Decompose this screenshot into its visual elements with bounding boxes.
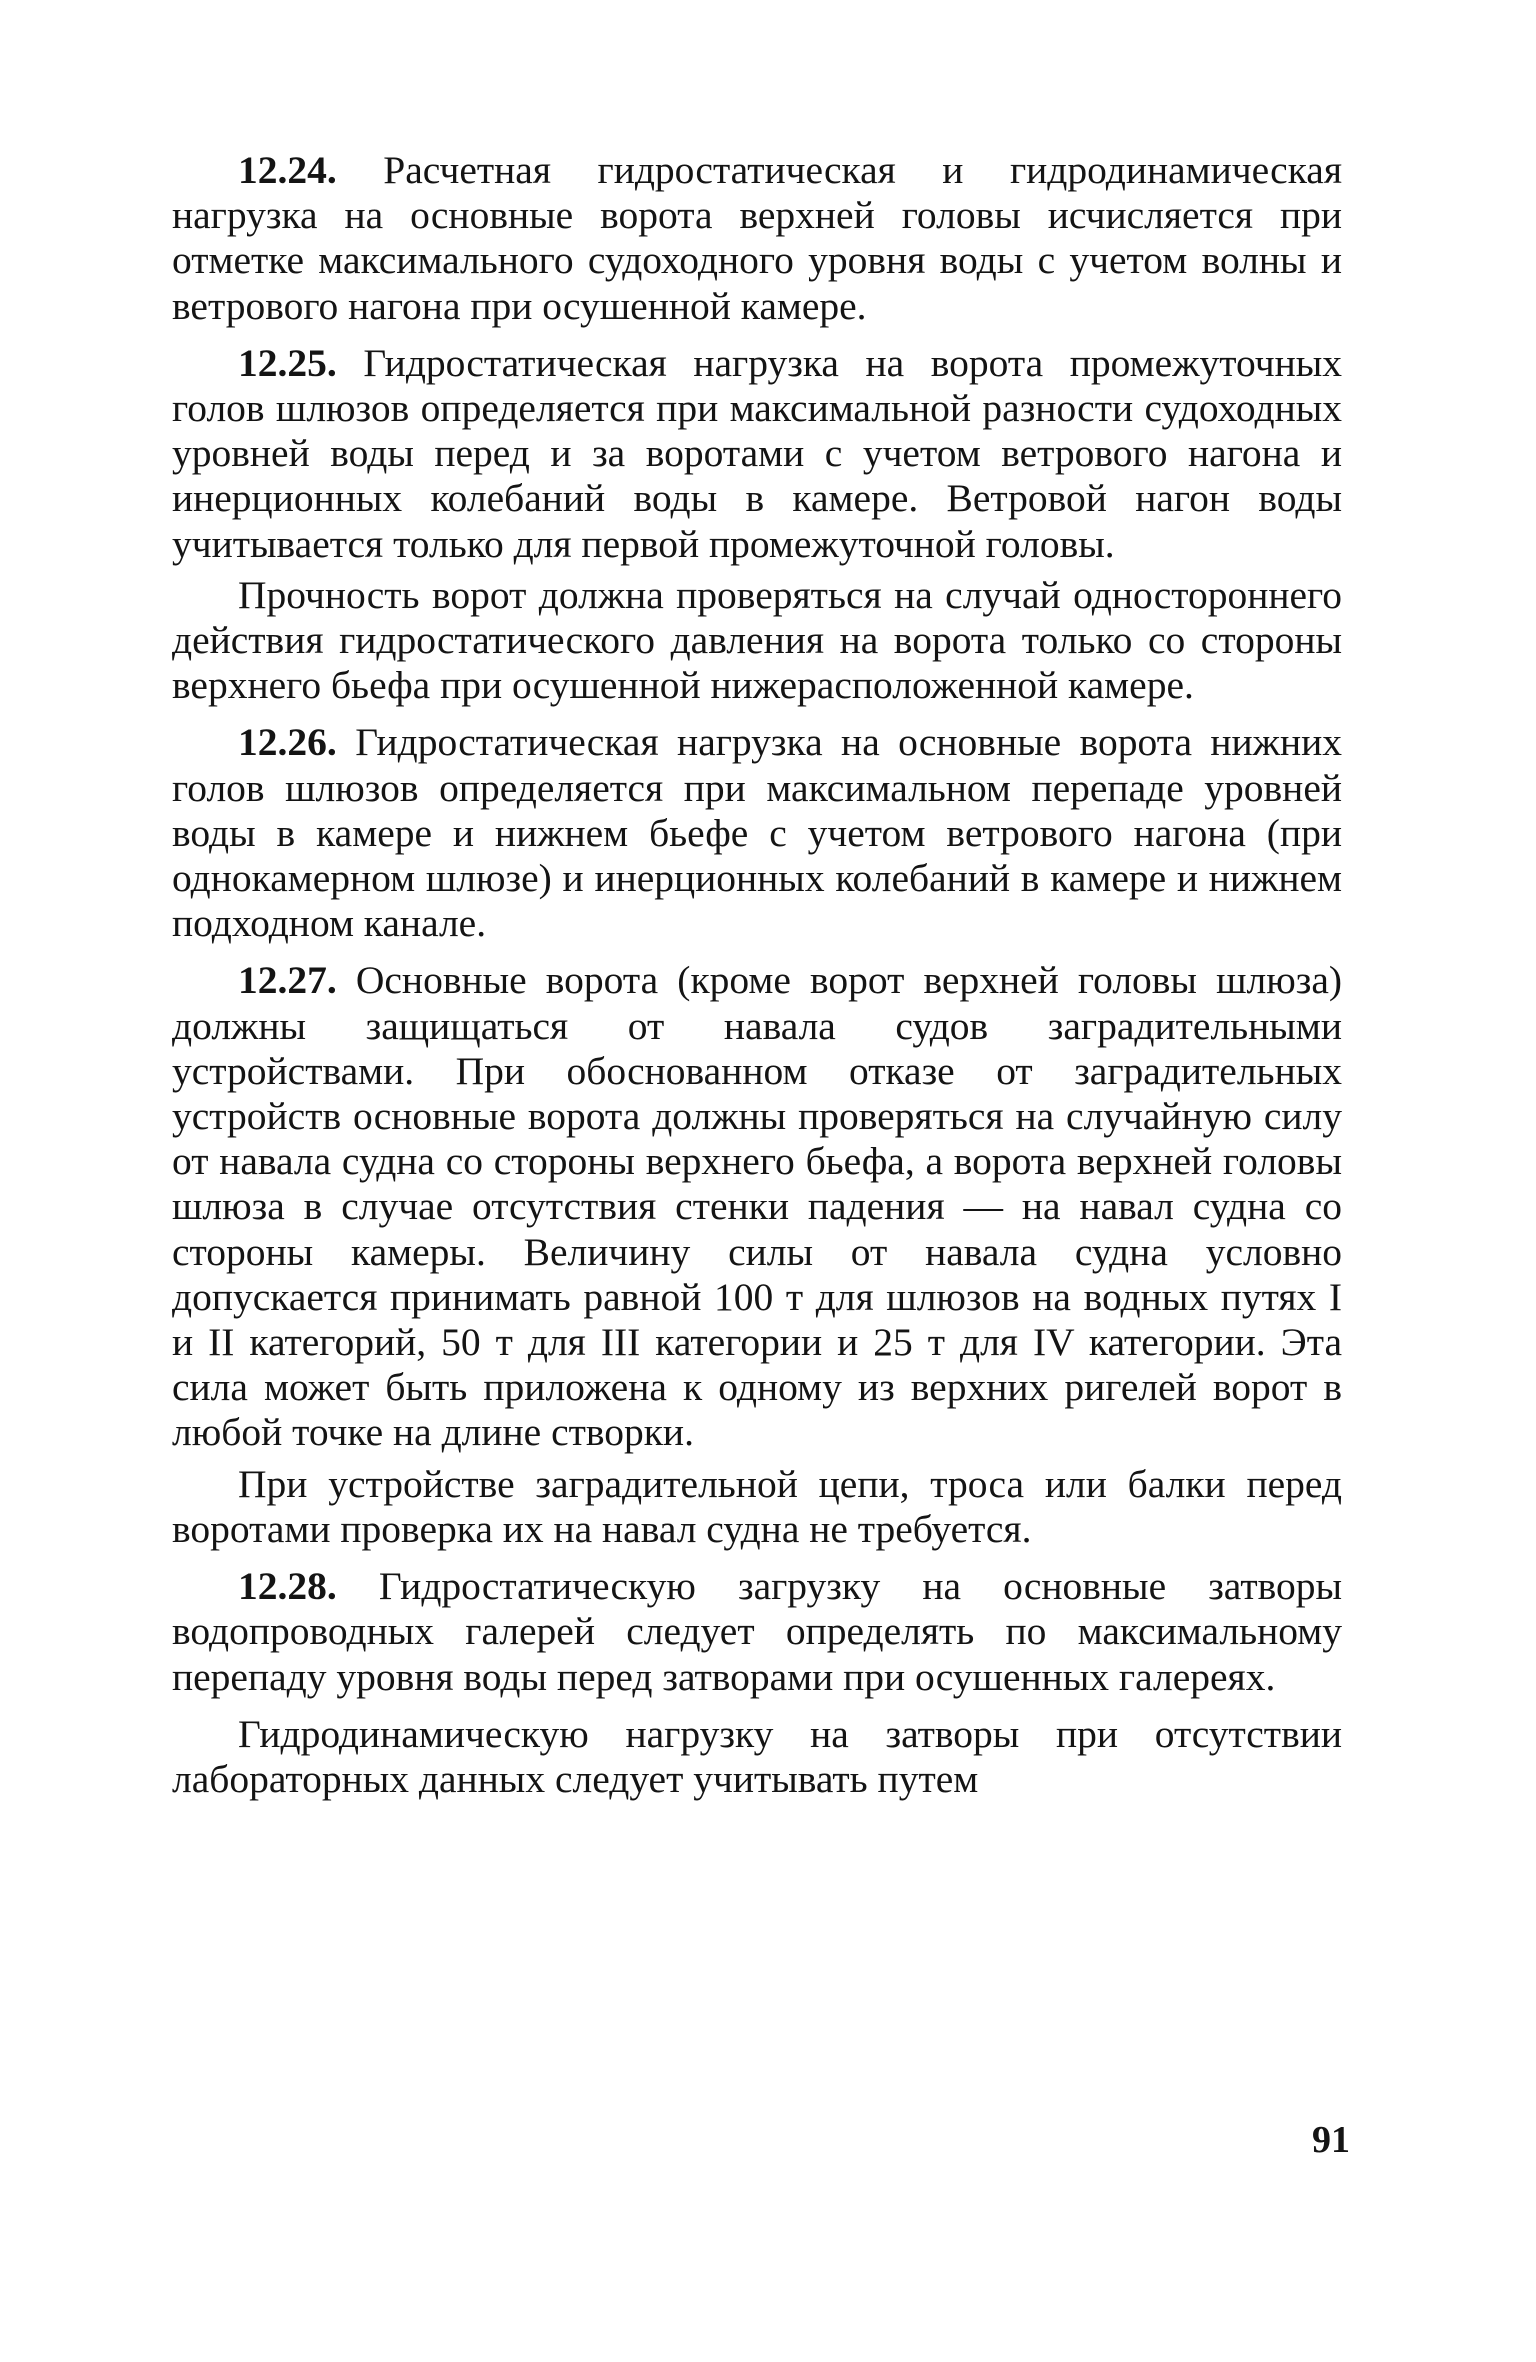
paragraph-text: Основные ворота (кроме ворот верхней головы шлюза) должны защищаться от навала судов заградительными устройствами. При обоснованном отказе от заградительных устройств основные ворота должны проверяться на случайную силу от навала судна со стороны верхнего бьефа, а ворота верхней головы шлюза в случае отсутствия стенки падения — на навал судна со стороны камеры. Величину силы от навала судна условно допускается принимать равной 100 т для шлюзов на водных путях I и II категорий, 50 т для III категории и 25 т для IV категории. Эта сила может быть приложена к одному из верхних ригелей ворот в любой точке на длине створки. bbox=[172, 958, 1343, 1455]
paragraph-number: 12.25. bbox=[238, 340, 337, 385]
paragraph-strength-check bbox=[172, 573, 1342, 709]
paragraph-12-27 bbox=[172, 958, 1342, 1455]
paragraph-hydrodynamic-load bbox=[172, 1712, 1342, 1802]
paragraph-number: 12.24. bbox=[238, 148, 337, 192]
paragraph-text: При устройстве заградительной цепи, троса или балки перед воротами проверка их на навал судна не требуется. bbox=[172, 1461, 1342, 1551]
document-page bbox=[172, 148, 1342, 1814]
paragraph-text: Гидростатическую загрузку на основные затворы водопроводных галерей следует определять по максимальному перепаду уровня воды перед затворами при осушенных галереях. bbox=[172, 1564, 1343, 1699]
paragraph-number: 12.28. bbox=[238, 1564, 337, 1609]
paragraph-text: Гидродинамическую нагрузку на затворы при отсутствии лабораторных данных следует учитывать путем bbox=[172, 1711, 1342, 1801]
paragraph-12-26 bbox=[172, 720, 1342, 946]
paragraph-12-24 bbox=[172, 148, 1342, 329]
paragraph-12-28 bbox=[172, 1564, 1342, 1700]
paragraph-text: Гидростатическая нагрузка на ворота промежуточных голов шлюзов определяется при максимальной разности судоходных уровней воды перед и за воротами с учетом ветрового нагона и инерционных колебаний воды в камере. Ветровой нагон воды учитывается только для первой промежуточной головы. bbox=[172, 340, 1342, 566]
paragraph-12-25 bbox=[172, 341, 1342, 567]
page-number: 91 bbox=[1312, 2119, 1350, 2161]
paragraph-text: Прочность ворот должна проверяться на случай одностороннего действия гидростатического давления на ворота только со стороны верхнего бьефа при осушенной нижерасположенной камере. bbox=[172, 572, 1342, 708]
paragraph-number: 12.26. bbox=[238, 720, 337, 765]
paragraph-text: Гидростатическая нагрузка на основные ворота нижних голов шлюзов определяется при максимальном перепаде уровней воды в камере и нижнем бьефе с учетом ветрового нагона (при однокамерном шлюзе) и инерционных колебаний в камере и нижнем подходном канале. bbox=[172, 720, 1343, 946]
paragraph-barrier-note bbox=[172, 1462, 1342, 1552]
paragraph-number: 12.27. bbox=[238, 958, 337, 1003]
paragraph-text: Расчетная гидростатическая и гидродинамическая нагрузка на основные ворота верхней головы исчисляется при отметке максимального судоходного уровня воды с учетом волны и ветрового нагона при осушенной камере. bbox=[172, 148, 1342, 328]
